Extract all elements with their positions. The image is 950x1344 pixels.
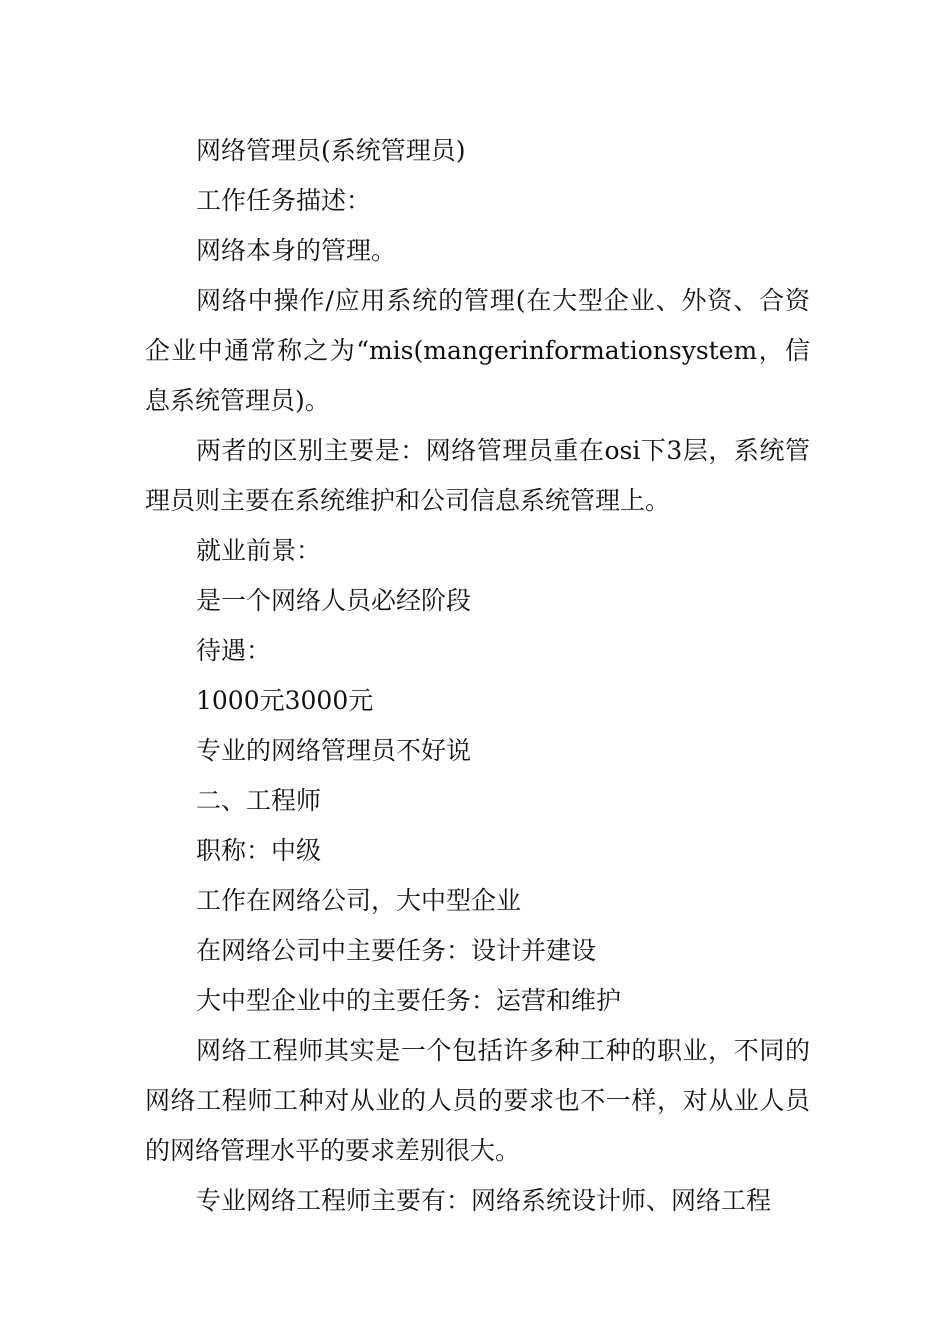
- paragraph-title: 网络管理员(系统管理员): [196, 136, 466, 165]
- paragraph: 工作在网络公司，大中型企业: [196, 886, 522, 915]
- paragraph: 职称：中级: [196, 836, 322, 865]
- section-heading: 二、工程师: [196, 786, 322, 815]
- paragraph: 大中型企业中的主要任务：运营和维护: [196, 986, 622, 1015]
- paragraph: 网络中操作/应用系统的管理(在大型企业、外资、合资企业中通常称之为“mis(mangerinformationsystem，信息系统管理员)。: [145, 286, 810, 415]
- paragraph: 网络工程师其实是一个包括许多种工种的职业，不同的网络工程师工种对从业的人员的要求也不一样，对从业人员的网络管理水平的要求差别很大。: [145, 1036, 810, 1165]
- paragraph: 专业的网络管理员不好说: [196, 736, 472, 765]
- paragraph: 两者的区别主要是：网络管理员重在osi下3层，系统管理员则主要在系统维护和公司信息系统管理上。: [145, 436, 810, 515]
- paragraph-prospect-heading: 就业前景：: [196, 536, 322, 565]
- document-body: [145, 126, 810, 1226]
- paragraph-task-heading: 工作任务描述：: [196, 186, 372, 215]
- paragraph-salary-heading: 待遇：: [196, 636, 272, 665]
- paragraph: 专业网络工程师主要有：网络系统设计师、网络工程: [196, 1186, 772, 1215]
- paragraph: 网络本身的管理。: [196, 236, 397, 265]
- paragraph: 是一个网络人员必经阶段: [196, 586, 472, 615]
- paragraph: 1000元3000元: [196, 686, 374, 715]
- paragraph: 在网络公司中主要任务：设计并建设: [196, 936, 597, 965]
